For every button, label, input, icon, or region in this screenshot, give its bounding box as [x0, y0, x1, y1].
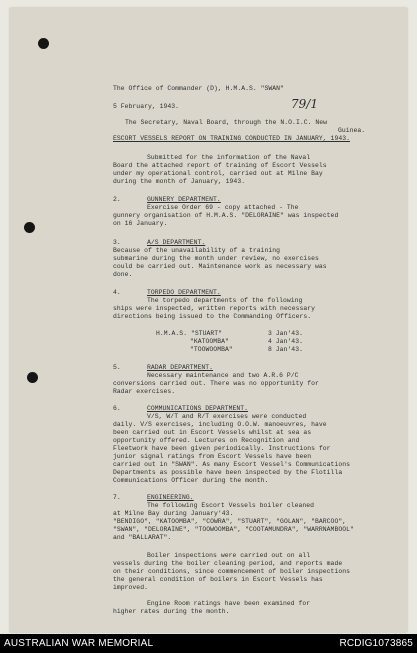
ship-date: 8 Jan'43. — [268, 346, 303, 353]
ship-date: 3 Jan'43. — [268, 330, 303, 337]
paragraph-number: 3. — [113, 239, 121, 246]
paragraph-line: daily. V/S exercises, including O.O.W. manoeuvres, have — [113, 421, 327, 428]
punch-hole — [27, 372, 38, 383]
paragraph-line: The following Escort Vessels boiler cleaned — [147, 502, 315, 509]
ship-date: 4 Jan'43. — [268, 338, 303, 345]
section-heading: RADAR DEPARTMENT. — [147, 364, 214, 371]
paragraph-line: Because of the unavailability of a training — [113, 247, 281, 254]
paragraph-line: vessels during the boiler cleaning period, and reports made — [113, 560, 343, 567]
paragraph-line: the general condition of boilers in Escort Vessels has — [113, 576, 323, 583]
punch-hole — [38, 38, 49, 49]
record-id: RCDIG1073865 — [339, 638, 413, 649]
paragraph-line: "SWAN", "DELORAINE", "TOOWOOMBA", "COOTAMUNDRA", "WARRNAMBOOL" — [113, 526, 354, 533]
paragraph-line: conversions carried out. There was no opportunity for — [113, 380, 319, 387]
paragraph-line: gunnery organisation of H.M.A.S. "DELORAINE" was inspected — [113, 212, 339, 219]
paragraph-line: Departments as possible have been inspected by the Flotilla — [113, 469, 343, 476]
paragraph-line: at Milne Bay during January'43. — [113, 510, 234, 517]
paragraph-number: 7. — [113, 494, 121, 501]
paragraph-line: carried out in "SWAN". As many Escort Vessel's Communications — [113, 461, 350, 468]
archive-name: AUSTRALIAN WAR MEMORIAL — [4, 638, 154, 649]
section-heading: GUNNERY DEPARTMENT. — [147, 196, 221, 203]
paragraph-line: V/S, W/T and R/T exercises were conducted — [147, 413, 307, 420]
paragraph-line: could be carried out. Maintenance work as necessary was — [113, 263, 327, 270]
intro-line: during the month of January, 1943. — [113, 178, 246, 185]
ship-name: "KATOOMBA" — [190, 338, 229, 345]
paragraph-line: "BENDIGO", "KATOOMBA", "COWRA", "STUART", "GOLAN", "BARCOO", — [113, 518, 347, 525]
punch-hole — [24, 222, 35, 233]
paragraph-line: Communications Officer during the month. — [113, 477, 269, 484]
paragraph-line: done. — [113, 271, 133, 278]
addressee-line-2: Guinea. — [338, 127, 366, 134]
date-line: 5 February, 1943. — [113, 103, 180, 110]
paragraph-line: Boiler inspections were carried out on all — [147, 552, 311, 559]
section-heading: TORPEDO DEPARTMENT. — [147, 289, 221, 296]
paragraph-line: directions being issued to the Commanding Officers. — [113, 313, 312, 320]
paragraph-number: 5. — [113, 364, 121, 371]
section-heading: COMMUNICATIONS DEPARTMENT. — [147, 405, 249, 412]
archive-footer — [0, 634, 417, 653]
paragraph-line: Fleetwork have been given periodically. Instructions for — [113, 445, 331, 452]
paragraph-number: 4. — [113, 289, 121, 296]
paragraph-line: submarine during the month under review, no exercises — [113, 255, 319, 262]
document-page — [10, 8, 407, 632]
paragraph-line: Necessary maintenance and two A.R.6 P/C — [147, 372, 299, 379]
addressee-line: The Secretary, Naval Board, through the N.O.I.C. New — [125, 119, 328, 126]
paragraph-line: improved. — [113, 584, 148, 591]
paragraph-line: opportunity offered. Lectures on Recognition and — [113, 437, 300, 444]
paragraph-line: and "BALLARAT". — [113, 534, 172, 541]
intro-line: under my operational control, carried out at Milne Bay — [113, 170, 323, 177]
paragraph-number: 6. — [113, 405, 121, 412]
intro-line: Submitted for the information of the Naval — [147, 154, 311, 161]
from-line: The Office of Commander (D), H.M.A.S. "SWAN" — [113, 85, 284, 92]
paragraph-number: 2. — [113, 196, 121, 203]
paragraph-line: on 16 January. — [113, 220, 168, 227]
paragraph-line: junior signal ratings from Escort Vessels have been — [113, 453, 312, 460]
ship-name: H.M.A.S. "STUART" — [156, 330, 223, 337]
intro-line: Board the attached report of training of Escort Vessels — [113, 162, 327, 169]
paragraph-line: Engine Room ratings have been examined for — [147, 600, 311, 607]
subject-line: ESCORT VESSELS REPORT ON TRAINING CONDUCTED IN JANUARY, 1943. — [113, 135, 350, 142]
paragraph-line: Exercise Order 69 - copy attached - The — [147, 204, 299, 211]
section-heading: A/S DEPARTMENT. — [147, 239, 206, 246]
paragraph-line: on their conditions, since commencement of boiler inspections — [113, 568, 350, 575]
handwritten-reference: 79/1 — [291, 97, 318, 111]
paragraph-line: higher rates during the month. — [113, 608, 230, 615]
paragraph-line: The torpedo departments of the following — [147, 297, 303, 304]
ship-name: "TOOWOOMBA" — [190, 346, 233, 353]
paragraph-line: been carried out in Escort Vessels whilst at sea as — [113, 429, 312, 436]
paragraph-line: ships were inspected, written reports with necessary — [113, 305, 316, 312]
section-heading: ENGINEERING. — [147, 494, 194, 501]
paragraph-line: Radar exercises. — [113, 388, 176, 395]
